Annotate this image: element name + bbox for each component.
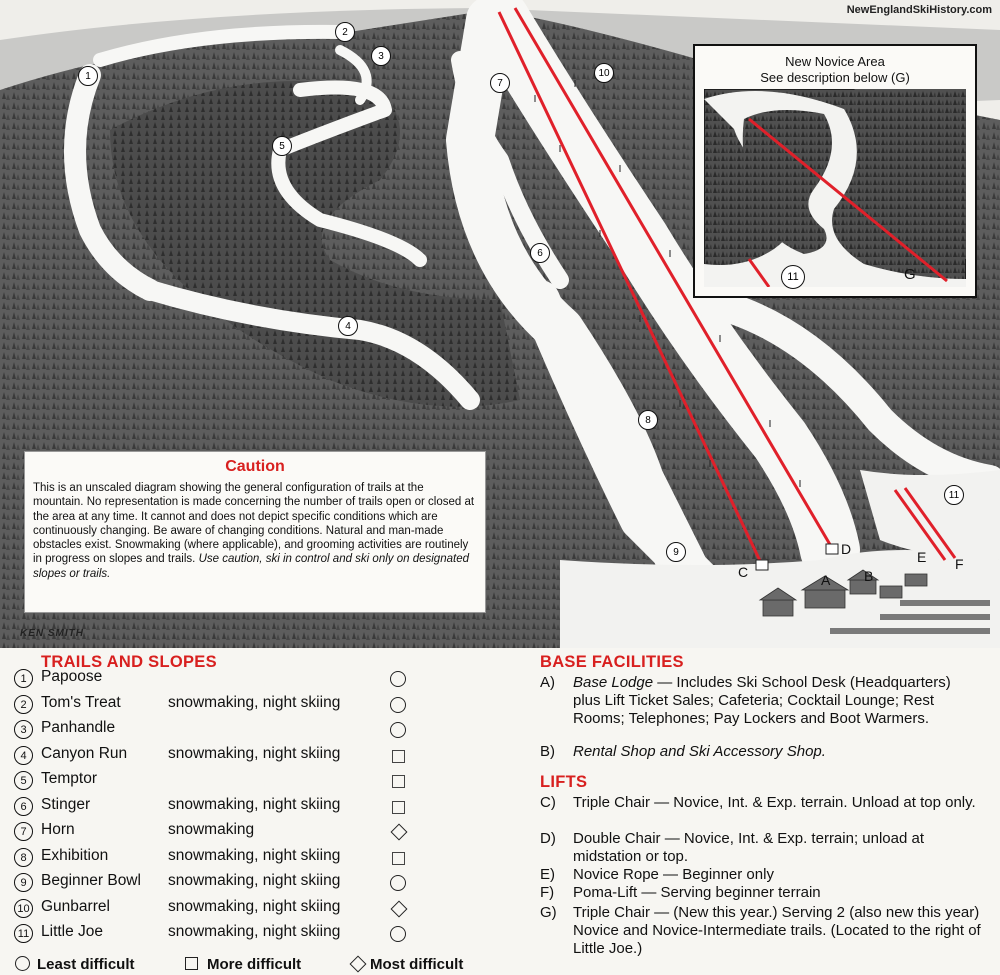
trail-number: 3	[14, 720, 33, 739]
trail-name: Canyon Run	[41, 744, 128, 762]
trail-number: 9	[14, 873, 33, 892]
trail-row	[14, 923, 414, 948]
trail-number: 8	[14, 848, 33, 867]
trail-row	[14, 694, 414, 719]
trail-note: snowmaking, night skiing	[168, 897, 341, 915]
trail-number: 10	[14, 899, 33, 918]
trail-marker-11: 11	[944, 485, 964, 505]
base-label-b: B	[864, 568, 874, 584]
lift-letter: E)	[540, 866, 555, 883]
base-letter: A)	[540, 674, 555, 691]
base-letter: B)	[540, 743, 555, 760]
difficulty-circle-icon	[390, 926, 406, 942]
trail-note: snowmaking, night skiing	[168, 744, 341, 762]
novice-area-inset	[693, 44, 977, 298]
trail-name: Stinger	[41, 795, 91, 813]
caution-box	[24, 451, 486, 613]
trail-number: 7	[14, 822, 33, 841]
difficulty-diamond-icon	[391, 900, 408, 917]
trail-note: snowmaking, night skiing	[168, 872, 341, 889]
trail-name: Temptor	[41, 770, 97, 787]
caution-title: Caution	[225, 458, 285, 475]
trail-marker-8: 8	[638, 410, 658, 430]
trail-note: snowmaking	[168, 821, 255, 838]
trail-number: 1	[14, 669, 33, 688]
most-difficult-label: Most difficult	[370, 956, 464, 973]
caution-italic: Use caution, ski in control and ski only on designated slopes or trails.	[33, 553, 469, 580]
base-name: Base Lodge	[573, 674, 654, 691]
trail-marker-6: 6	[530, 243, 550, 263]
inset-lift-label: G	[904, 266, 916, 283]
difficulty-square-icon	[392, 852, 405, 865]
inset-title	[695, 54, 975, 86]
inset-trail-marker: 11	[781, 265, 805, 289]
trail-number: 11	[14, 924, 33, 943]
trail-marker-5: 5	[272, 136, 292, 156]
base-label-a: A	[821, 572, 831, 588]
trail-number: 6	[14, 797, 33, 816]
inset-title-line2: See description below (G)	[760, 70, 910, 85]
least-difficult-icon	[15, 956, 30, 971]
trail-row	[14, 668, 414, 693]
lifts-title: LIFTS	[540, 773, 588, 791]
lift-letter: G)	[540, 904, 557, 921]
trail-number: 5	[14, 771, 33, 790]
trail-marker-9: 9	[666, 542, 686, 562]
difficulty-circle-icon	[390, 697, 406, 713]
trail-marker-1: 1	[78, 66, 98, 86]
lift-label-f: F	[955, 556, 964, 572]
lift-letter: F)	[540, 884, 555, 901]
trail-row	[14, 898, 414, 923]
trail-note: snowmaking, night skiing	[168, 795, 341, 813]
trail-note: snowmaking, night skiing	[168, 693, 341, 711]
trail-marker-10: 10	[594, 63, 614, 83]
trail-name: Beginner Bowl	[41, 872, 141, 889]
trail-name: Tom's Treat	[41, 693, 121, 711]
trail-number: 4	[14, 746, 33, 765]
difficulty-square-icon	[392, 775, 405, 788]
difficulty-circle-icon	[390, 722, 406, 738]
lift-label-c: C	[738, 564, 749, 580]
trail-row	[14, 796, 414, 821]
trail-row	[14, 770, 414, 795]
lift-text: Poma-Lift — Serving beginner terrain	[573, 884, 821, 901]
base-desc: — Includes Ski School Desk (Headquarters) plus Lift Ticket Sales; Cafeteria; Cocktail Lounge; Rest Rooms; Telephones; Pay Lockers and Boot Warmers.	[573, 674, 951, 727]
least-difficult-label: Least difficult	[37, 956, 135, 973]
trail-name: Horn	[41, 821, 75, 838]
base-text	[573, 674, 981, 728]
trail-note: snowmaking, night skiing	[168, 923, 341, 940]
caution-text	[33, 481, 477, 581]
trail-row	[14, 821, 414, 846]
difficulty-diamond-icon	[391, 824, 408, 841]
inset-illustration	[704, 89, 966, 287]
trail-row	[14, 872, 414, 897]
difficulty-circle-icon	[390, 671, 406, 687]
trail-marker-7: 7	[490, 73, 510, 93]
lift-letter: C)	[540, 794, 556, 811]
trail-name: Papoose	[41, 668, 103, 685]
difficulty-square-icon	[392, 801, 405, 814]
trail-marker-4: 4	[338, 316, 358, 336]
trail-name: Gunbarrel	[41, 897, 110, 915]
trail-row	[14, 847, 414, 872]
trail-name: Little Joe	[41, 923, 104, 940]
more-difficult-label: More difficult	[207, 956, 302, 973]
trails-title: TRAILS AND SLOPES	[41, 653, 217, 671]
base-text	[573, 743, 981, 761]
caution-body: This is an unscaled diagram showing the general configuration of trails at the mountain. No representation is made concerning the number of trails open or closed at the area at any time. It cannot and does not depict specific conditions which are continuously changing. Be aware of changing conditions. Natural and man-made obstacles exist. Snowmaking (where applicable), and grooming activities are routinely in progress on slopes and trails.	[33, 482, 475, 566]
lift-text: Novice Rope — Beginner only	[573, 866, 774, 883]
legend-panel	[0, 648, 1000, 975]
trail-marker-3: 3	[371, 46, 391, 66]
trail-marker-2: 2	[335, 22, 355, 42]
artist-signature: KEN SMITH	[20, 628, 84, 639]
trail-number: 2	[14, 695, 33, 714]
lift-text: Triple Chair — (New this year.) Serving 2 (also new this year) Novice and Novice-Intermediate trails. (Located to the right of Little Joe.)	[573, 904, 981, 957]
difficulty-circle-icon	[390, 875, 406, 891]
source-watermark: NewEnglandSkiHistory.com	[846, 4, 992, 16]
lift-label-d: D	[841, 541, 852, 557]
lift-letter: D)	[540, 830, 556, 847]
trail-name: Panhandle	[41, 719, 116, 736]
trail-name: Exhibition	[41, 846, 109, 864]
lift-label-e: E	[917, 549, 927, 565]
base-title: BASE FACILITIES	[540, 653, 684, 671]
trail-row	[14, 719, 414, 744]
inset-title-line1: New Novice Area	[785, 54, 885, 69]
trail-note: snowmaking, night skiing	[168, 846, 341, 864]
more-difficult-icon	[185, 957, 198, 970]
trail-row	[14, 745, 414, 770]
lift-text: Triple Chair — Novice, Int. & Exp. terrain. Unload at top only.	[573, 794, 976, 811]
base-name: Rental Shop and Ski Accessory Shop.	[573, 743, 826, 760]
lift-text: Double Chair — Novice, Int. & Exp. terrain; unload at midstation or top.	[573, 830, 925, 865]
difficulty-square-icon	[392, 750, 405, 763]
